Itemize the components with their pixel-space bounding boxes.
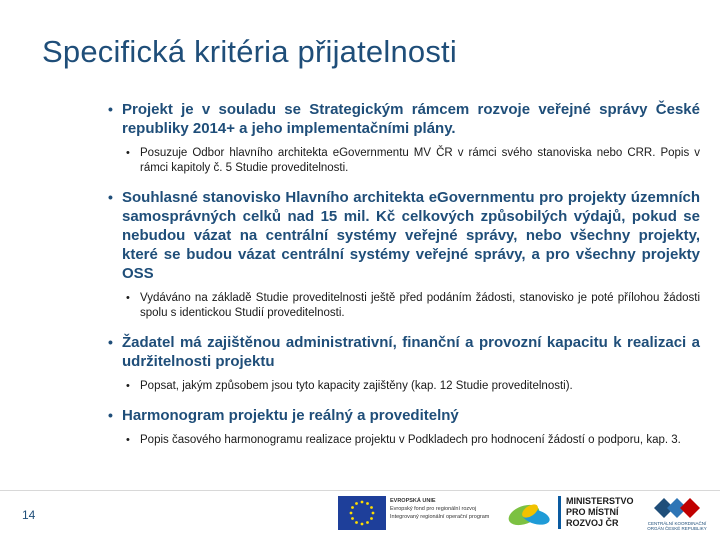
bullet-2-text: Souhlasné stanovisko Hlavního architekta eGovernmentu pro projekty územních samosprávných celků nad 15 mil. Kč celkových způsobilých výdajů, pokud se nebudou vázat na centrální systémy veřejné správy, nebo všechny projekty, které se budou vázat centrální systémy veřejné správy, a pro všechny projekty OSS	[122, 189, 700, 282]
slide-title: Specifická kritéria přijatelnosti	[42, 34, 457, 69]
sub-bullet-dot: •	[126, 380, 130, 392]
bullet-1-sub-text: Posuzuje Odbor hlavního architekta eGovernmentu MV ČR v rámci svého stanoviska nebo CRR. Popis v rámci kapitoly č. 5 Studie proveditelnosti.	[140, 147, 700, 174]
mmr-logo	[558, 496, 646, 529]
bullet-4-sub-text: Popis časového harmonogramu realizace projektu v Podkladech pro hodnocení žádostí o podporu, kap. 3.	[140, 434, 681, 446]
irop-logo-icon	[504, 499, 556, 529]
bullet-4-sub	[122, 433, 700, 448]
mmr-line-2: PRO MÍSTNÍ	[566, 507, 619, 517]
eu-logo-text	[390, 497, 496, 521]
bullet-3-sub	[122, 379, 700, 394]
mmr-line-3: ROZVOJ ČR	[566, 518, 619, 528]
bullet-4-text: Harmonogram projektu je reálný a proveditelný	[122, 407, 459, 424]
bullet-dot: •	[108, 101, 113, 117]
eu-line-2: Evropský fond pro regionální rozvoj	[390, 506, 477, 512]
bullet-1-sub	[122, 146, 700, 176]
sub-bullet-dot: •	[126, 147, 130, 159]
bullet-list	[104, 100, 700, 448]
footer-divider	[0, 490, 720, 491]
bullet-1-text: Projekt je v souladu se Strategickým rámcem rozvoje veřejné správy České republiky 2014+ a jeho implementačními plány.	[122, 101, 700, 137]
bullet-1	[104, 100, 700, 138]
bullet-2-sub-text: Vydáváno na základě Studie proveditelnosti ještě před podáním žádosti, stanovisko je poté přílohou žádosti spolu s identickou Studií proveditelnosti.	[140, 292, 700, 319]
bullet-2	[104, 188, 700, 283]
page-number: 14	[22, 508, 36, 522]
bullet-dot: •	[108, 189, 113, 205]
bullet-4	[104, 406, 700, 425]
bullet-dot: •	[108, 407, 113, 423]
eu-line-3: Integrovaný regionální operační program	[390, 514, 490, 520]
bullet-3	[104, 333, 700, 371]
bullet-dot: •	[108, 334, 113, 350]
sub-bullet-dot: •	[126, 292, 130, 304]
eu-flag-icon	[338, 496, 386, 530]
bullet-2-sub	[122, 291, 700, 321]
sub-bullet-dot: •	[126, 434, 130, 446]
bullet-3-sub-text: Popsat, jakým způsobem jsou tyto kapacity zajištěny (kap. 12 Studie proveditelnosti).	[140, 380, 573, 392]
mmr-line-1: MINISTERSTVO	[566, 496, 634, 506]
nok-logo-text: CENTRÁLNÍ KOORDINAČNÍ ORGÁN ČESKÉ REPUBLIKY	[647, 521, 707, 531]
eu-line-1: EVROPSKÁ UNIE	[390, 498, 436, 504]
bullet-3-text: Žadatel má zajištěnou administrativní, finanční a provozní kapacitu k realizaci a udržitelnosti projektu	[122, 334, 700, 370]
